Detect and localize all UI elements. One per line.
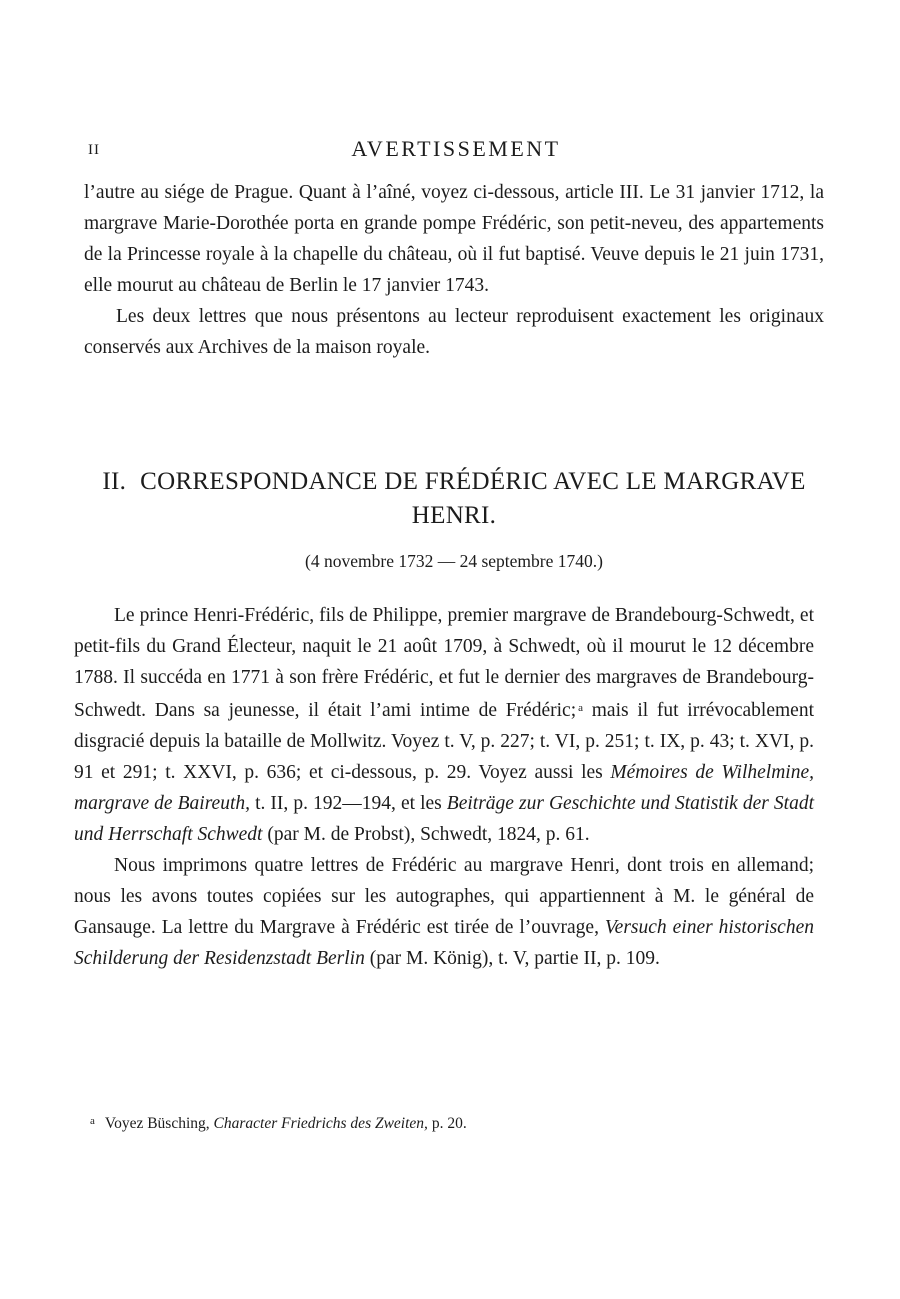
footnote-letter: a — [90, 1115, 95, 1127]
intro-paragraph-2: Les deux lettres que nous présentons au lecteur reproduisent exactement les originaux conservés aux Archives de la maison royale. — [84, 306, 824, 358]
footnote-text: p. 20. — [427, 1115, 467, 1132]
footnote-reference: a — [578, 702, 584, 714]
body-text-run: Nous imprimons quatre lettres de Frédéric au margrave Henri, dont trois en allemand; nous les avons toutes copiées sur les autographes, qui appartiennent à M. le général de Gansauge. La lettre du Margrave à Frédéric est tirée de l’ouvrage, — [74, 855, 814, 938]
cited-title: Versuch einer historischen Schilderung der Residenzstadt Berlin — [74, 917, 814, 969]
running-head — [88, 136, 824, 166]
intro-paragraph-1: l’autre au siége de Prague. Quant à l’aîné, voyez ci-dessous, article III. Le 31 janvier 1712, la margrave Marie-Dorothée porta en grande pompe Frédéric, son petit-neveu, des appartements de la Princesse royale à la chapelle du château, où il fut baptisé. Veuve depuis le 21 juin 1731, elle mourut au château de Berlin le 17 janvier 1743. — [84, 182, 824, 296]
section-title: CORRESPONDANCE DE FRÉDÉRIC AVEC LE MARGRAVE HENRI. — [140, 468, 806, 529]
cited-title: Mémoires de Wilhelmine, margrave de Baireuth, — [74, 762, 814, 814]
body-text — [74, 600, 814, 974]
running-title: AVERTISSEMENT — [351, 136, 561, 161]
body-paragraph-1 — [74, 600, 814, 850]
intro-text — [84, 177, 824, 363]
footnote-cited-title: Character Friedrichs des Zweiten, — [213, 1115, 428, 1132]
body-text-run: (par M. de Probst), Schwedt, 1824, p. 61. — [262, 824, 590, 845]
body-paragraph-2 — [74, 850, 814, 974]
body-text-run: mais il fut irrévocablement disgracié depuis la bataille de Mollwitz. Voyez t. V, p. 227; t. VI, p. 251; t. IX, p. 43; t. XVI, p. 91 et 291; t. XXVI, p. 636; et ci-dessous, p. 29. Voyez aussi les — [74, 700, 814, 783]
section-date-range: (4 novembre 1732 — 24 septembre 1740.) — [305, 551, 603, 571]
body-text-run: t. II, p. 192—194, et les — [250, 793, 447, 814]
section-heading — [84, 465, 824, 533]
footnote — [90, 1115, 790, 1133]
body-text-run: Le prince Henri-Frédéric, fils de Philippe, premier margrave de Brandebourg-Schwedt, et petit-fils du Grand Électeur, naquit le 21 août 1709, à Schwedt, où il mourut le 12 décembre 1788. Il succéda en 1771 à son frère Frédéric, et fut le dernier des margraves de Brandebourg-Schwedt. Dans sa jeunesse, il était l’ami intime de Frédéric; — [74, 605, 814, 721]
cited-title: Beiträge zur Geschichte und Statistik der Stadt und Herrschaft Schwedt — [74, 793, 814, 845]
section-numeral: II. — [102, 468, 127, 495]
body-text-run: (par M. König), t. V, partie II, p. 109. — [364, 948, 660, 969]
footnote-text: Voyez Büsching, — [104, 1115, 214, 1132]
page-number: II — [88, 142, 100, 158]
